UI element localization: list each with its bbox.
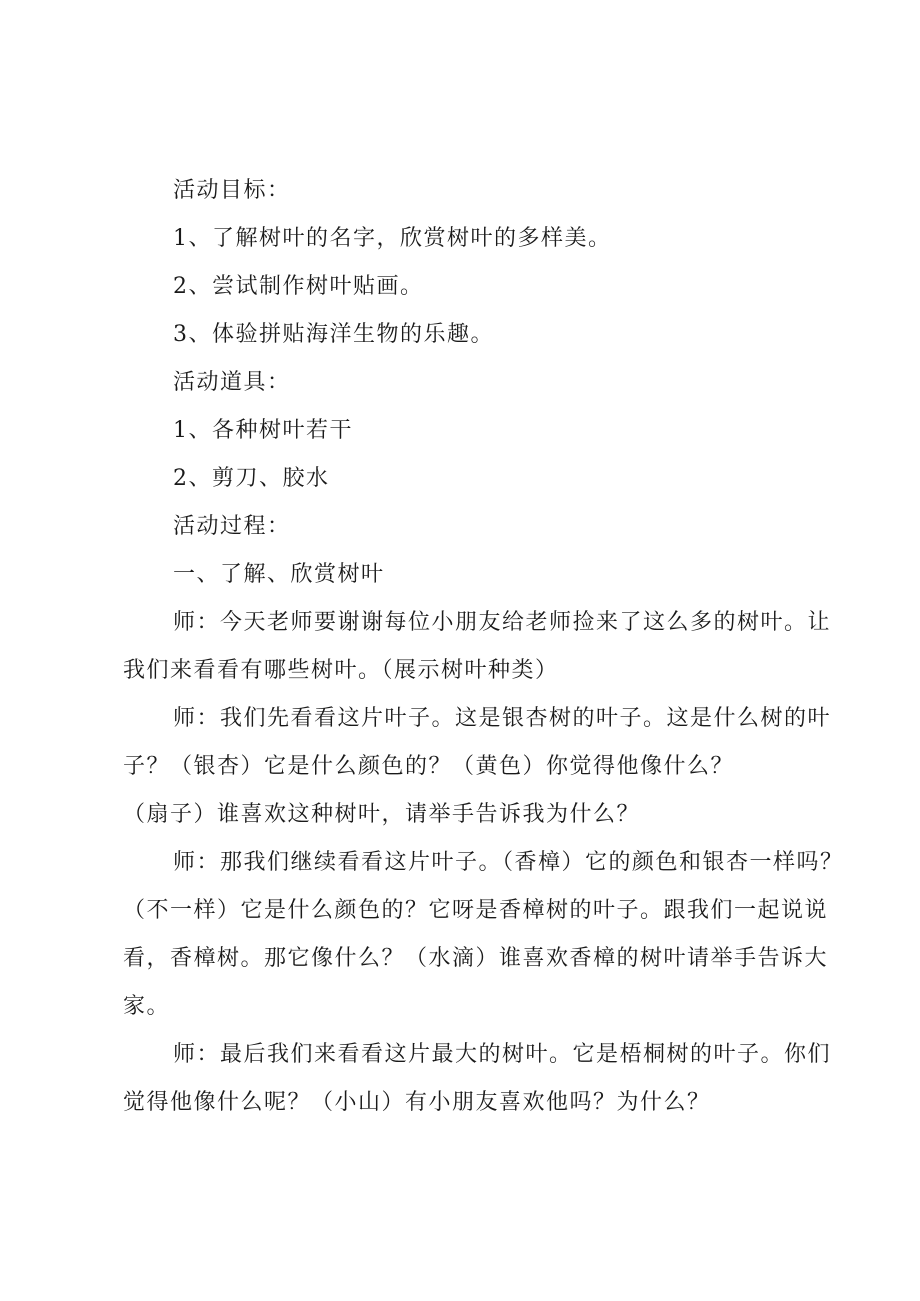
goal-item-3: 3、体验拼贴海洋生物的乐趣。	[173, 322, 494, 347]
paragraph-line: 家。	[123, 994, 171, 1019]
goal-item-2: 2、尝试制作树叶贴画。	[173, 274, 424, 299]
paragraph-line: （扇子）谁喜欢这种树叶，请举手告诉我为什么？	[123, 802, 641, 827]
section-heading-goals: 活动目标：	[173, 178, 291, 203]
paragraph-line: 觉得他像什么呢？（小山）有小朋友喜欢他吗？为什么？	[123, 1090, 711, 1115]
material-item-1: 1、各种树叶若干	[173, 418, 353, 443]
paragraph-line: 我们来看看有哪些树叶。（展示树叶种类）	[123, 658, 559, 683]
material-item-2: 2、剪刀、胶水	[173, 466, 330, 491]
paragraph-line: 师：那我们继续看看这片叶子。（香樟）它的颜色和银杏一样吗？	[173, 850, 844, 875]
section-heading-process: 活动过程：	[173, 514, 291, 539]
paragraph-line: 子？（银杏）它是什么颜色的？（黄色）你觉得他像什么？	[123, 754, 735, 779]
paragraph-line: （不一样）它是什么颜色的？它呀是香樟树的叶子。跟我们一起说说	[123, 898, 829, 923]
paragraph-line: 师：最后我们来看看这片最大的树叶。它是梧桐树的叶子。你们	[173, 1042, 832, 1067]
goal-item-1: 1、了解树叶的名字，欣赏树叶的多样美。	[173, 226, 612, 251]
section-heading-materials: 活动道具：	[173, 370, 291, 395]
process-step-heading: 一、了解、欣赏树叶	[173, 562, 385, 587]
paragraph-line: 师：今天老师要谢谢每位小朋友给老师捡来了这么多的树叶。让	[173, 610, 832, 635]
document-body	[123, 167, 843, 1127]
paragraph-line: 看，香樟树。那它像什么？（水滴）谁喜欢香樟的树叶请举手告诉大	[123, 946, 829, 971]
paragraph-line: 师：我们先看看这片叶子。这是银杏树的叶子。这是什么树的叶	[173, 706, 832, 731]
